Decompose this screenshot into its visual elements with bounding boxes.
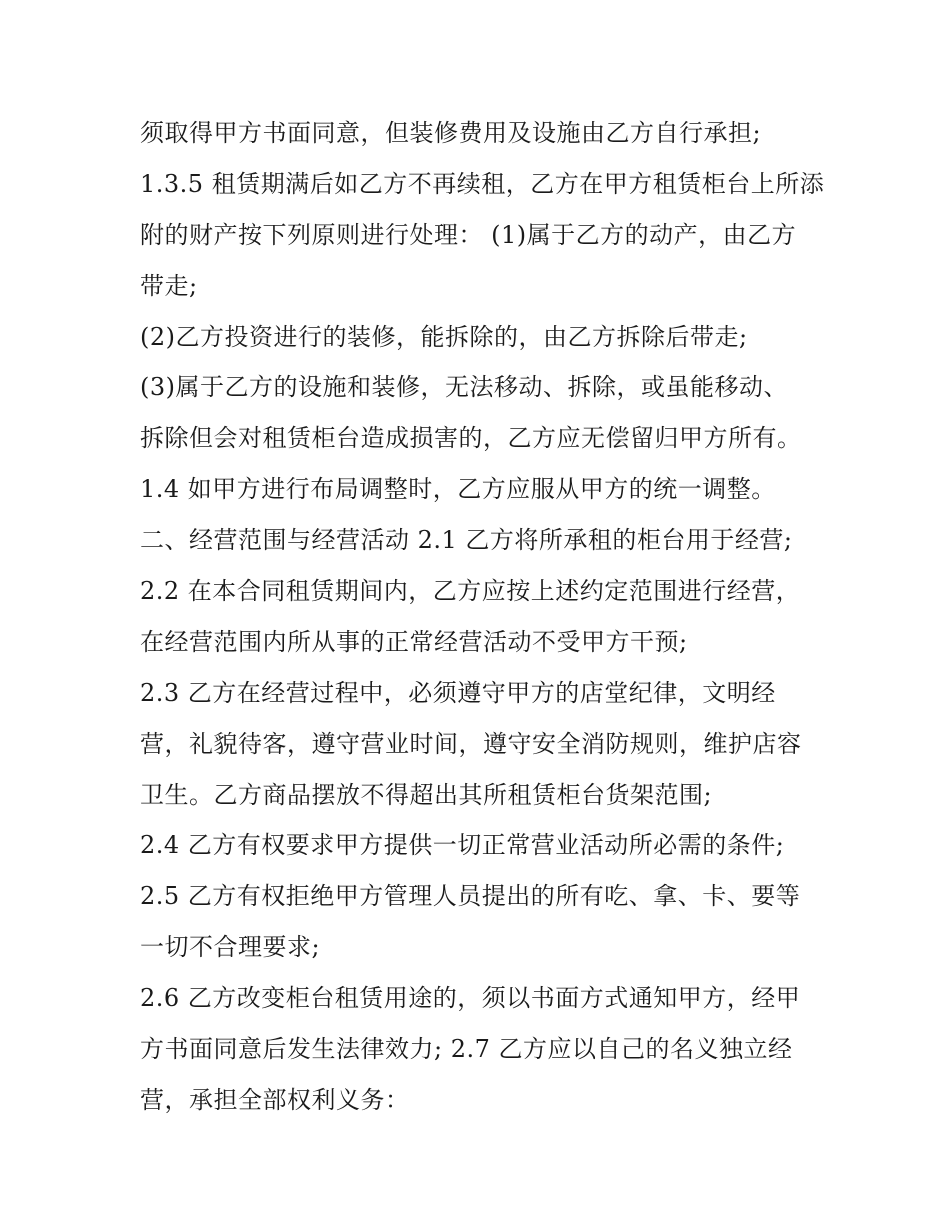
text-line: 2.2 在本合同租赁期间内，乙方应按上述约定范围进行经营，: [140, 577, 801, 606]
text-line: 1.4 如甲方进行布局调整时，乙方应服从甲方的统一调整。: [140, 475, 776, 504]
text-line: 营，礼貌待客，遵守营业时间，遵守安全消防规则，维护店容: [140, 729, 802, 758]
text-line: 2.6 乙方改变柜台租赁用途的，须以书面方式通知甲方，经甲: [140, 984, 801, 1013]
text-line: 拆除但会对租赁柜台造成损害的，乙方应无偿留归甲方所有。: [140, 424, 802, 453]
contract-text: [140, 108, 830, 1126]
text-line: 带走;: [140, 271, 198, 300]
text-line: 附的财产按下列原则进行处理： (1)属于乙方的动产，由乙方: [140, 220, 797, 249]
text-line: (2)乙方投资进行的装修，能拆除的，由乙方拆除后带走;: [140, 322, 748, 351]
text-line: 2.5 乙方有权拒绝甲方管理人员提出的所有吃、拿、卡、要等: [140, 882, 801, 911]
text-line: 二、经营范围与经营活动 2.1 乙方将所承租的柜台用于经营;: [140, 526, 793, 555]
text-line: 卫生。乙方商品摆放不得超出其所租赁柜台货架范围;: [140, 780, 713, 809]
text-line: 须取得甲方书面同意，但装修费用及设施由乙方自行承担;: [140, 119, 762, 147]
text-line: 一切不合理要求;: [140, 933, 321, 962]
text-line: 营，承担全部权利义务：: [140, 1085, 410, 1114]
text-line: 2.4 乙方有权要求甲方提供一切正常营业活动所必需的条件;: [140, 831, 785, 860]
text-line: 方书面同意后发生法律效力; 2.7 乙方应以自己的名义独立经: [140, 1035, 793, 1064]
text-line: 在经营范围内所从事的正常经营活动不受甲方干预;: [140, 627, 688, 656]
text-line: (3)属于乙方的设施和装修，无法移动、拆除，或虽能移动、: [140, 373, 788, 402]
text-line: 1.3.5 租赁期满后如乙方不再续租，乙方在甲方租赁柜台上所添: [140, 169, 825, 198]
text-line: 2.3 乙方在经营过程中，必须遵守甲方的店堂纪律，文明经: [140, 678, 776, 707]
